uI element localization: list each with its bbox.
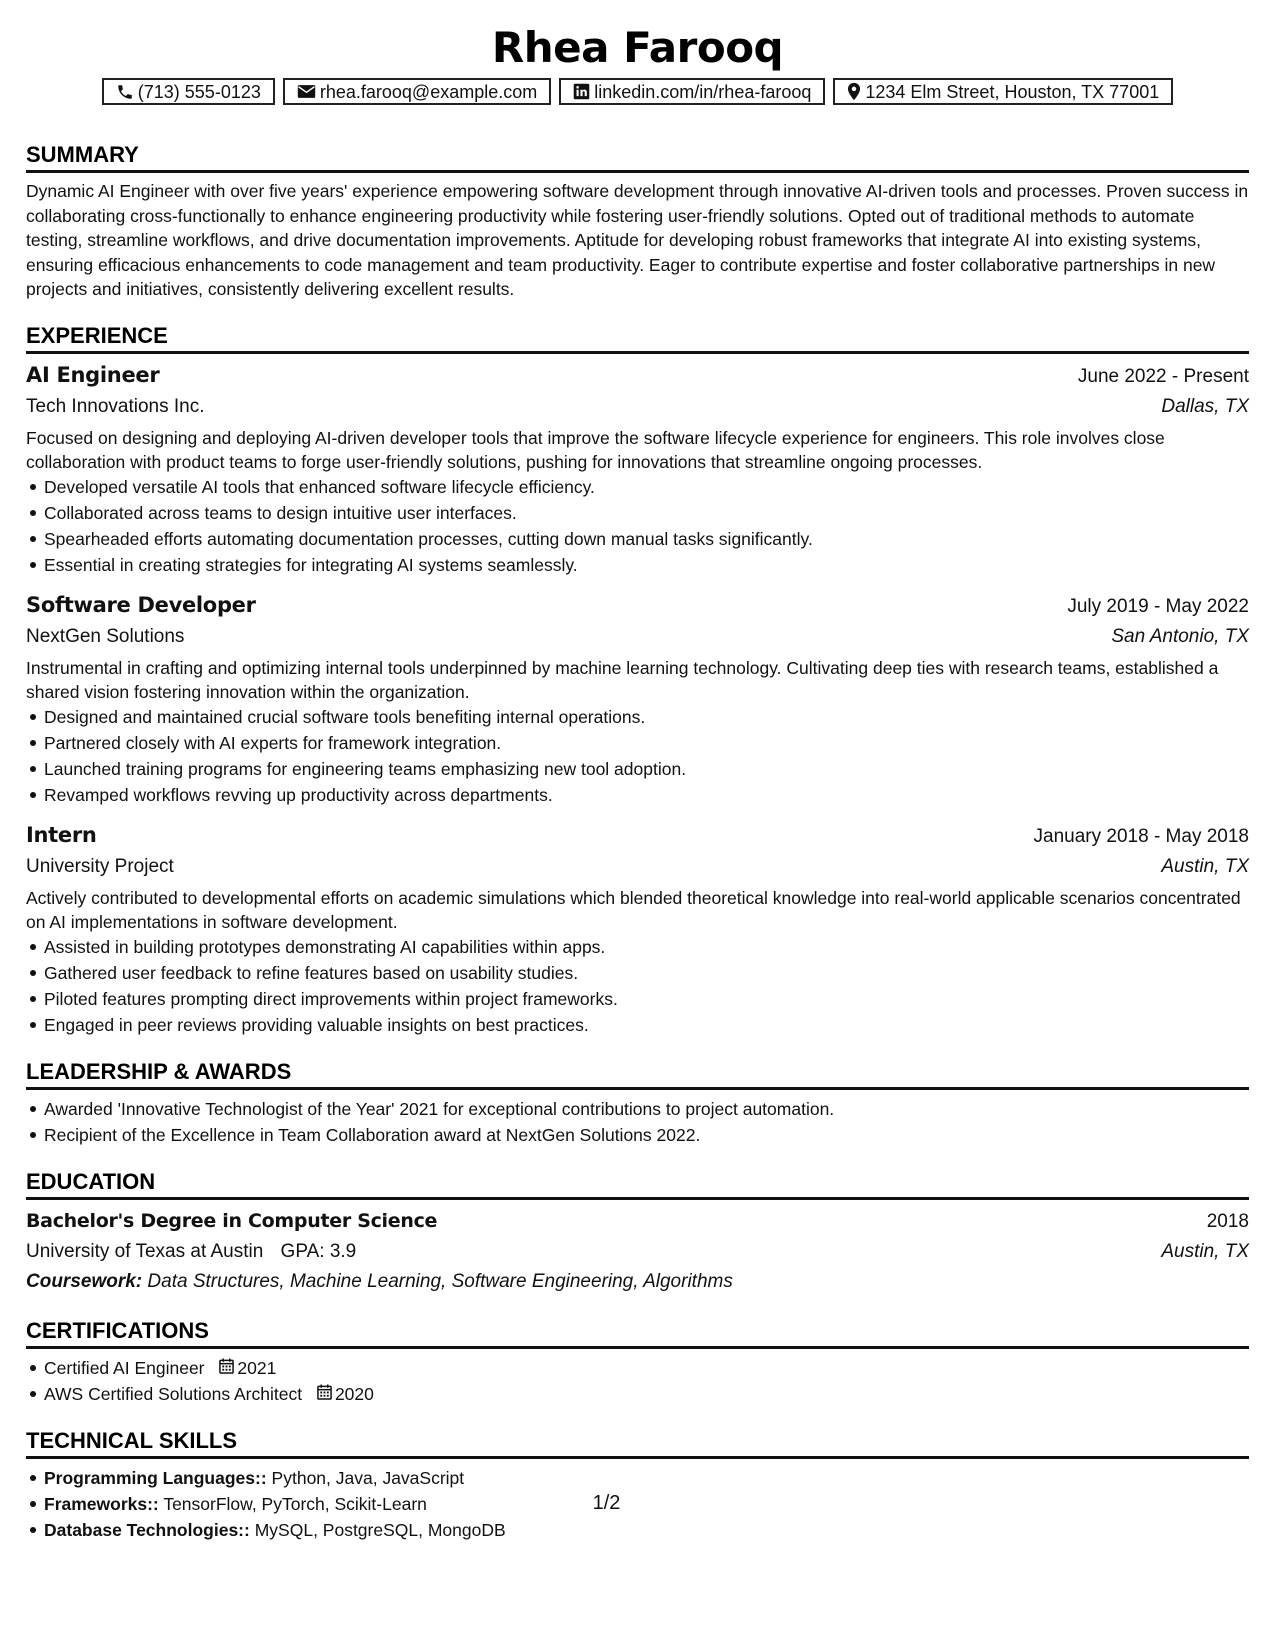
list-item: Designed and maintained crucial software tools benefiting internal operations. xyxy=(44,704,1249,730)
list-item xyxy=(44,1465,1249,1491)
job-bullets xyxy=(26,934,1249,1038)
summary-text: Dynamic AI Engineer with over five years' experience empowering software development through innovative AI-driven tools and processes. Proven success in collaborating cross-functionally to enhance engineering productivity while fostering user-friendly solutions. Opted out of traditional methods to automate testing, streamline workflows, and drive documentation improvements. Aptitude for developing robust frameworks that integrate AI into existing systems, ensuring efficacious enhancements to code management and team productivity. Eager to contribute expertise and foster collaborative partnerships in new projects and initiatives, consistently delivering excellent results. xyxy=(26,181,1249,299)
linkedin-text: linkedin.com/in/rhea-farooq xyxy=(594,81,812,102)
coursework xyxy=(26,1267,1249,1297)
list-item: Engaged in peer reviews providing valuable insights on best practices. xyxy=(44,1012,1249,1038)
section-title-experience: EXPERIENCE xyxy=(26,322,1249,354)
email-text: rhea.farooq@example.com xyxy=(319,81,538,102)
list-item: Gathered user feedback to refine features based on usability studies. xyxy=(44,960,1249,986)
award-list xyxy=(26,1096,1249,1148)
map-marker-icon xyxy=(847,82,861,101)
certification-name: AWS Certified Solutions Architect xyxy=(44,1383,303,1404)
skill-category: Programming Languages:: xyxy=(44,1467,267,1488)
certification-name: Certified AI Engineer xyxy=(44,1357,205,1378)
contact-phone[interactable] xyxy=(102,78,275,105)
section-title-skills: TECHNICAL SKILLS xyxy=(26,1427,1249,1459)
list-item: Essential in creating strategies for integrating AI systems seamlessly. xyxy=(44,552,1249,578)
section-title-education: EDUCATION xyxy=(26,1168,1249,1200)
certification-list xyxy=(26,1355,1249,1407)
section-title-certifications: CERTIFICATIONS xyxy=(26,1317,1249,1349)
skill-category: Database Technologies:: xyxy=(44,1519,250,1540)
linkedin-icon xyxy=(573,83,590,100)
job-description: Instrumental in crafting and optimizing internal tools underpinned by machine learning technology. Cultivating deep ties with research teams, established a shared vision fostering innovation within the organization. xyxy=(26,657,1219,702)
certification-year: 2020 xyxy=(334,1383,374,1404)
list-item: Developed versatile AI tools that enhanced software lifecycle efficiency. xyxy=(44,474,1249,500)
section-title-summary: SUMMARY xyxy=(26,141,1249,173)
phone-text: (713) 555-0123 xyxy=(137,81,261,102)
page-number: 1/2 xyxy=(592,1492,621,1514)
list-item xyxy=(44,1355,1249,1381)
job-dates: July 2019 - May 2022 xyxy=(1067,595,1249,617)
job-company: Tech Innovations Inc. xyxy=(26,395,205,417)
contact-address xyxy=(833,78,1173,105)
summary-section xyxy=(26,141,1249,302)
leadership-section xyxy=(26,1058,1249,1148)
job-description: Focused on designing and deploying AI-driven developer tools that improve the software lifecycle experience for engineers. This role involves close collaboration with product teams to forge user-friendly solutions, pushing for innovations that streamline ongoing processes. xyxy=(26,427,1165,472)
job-title: AI Engineer xyxy=(26,362,160,387)
list-item: Spearheaded efforts automating documentation processes, cutting down manual tasks significantly. xyxy=(44,526,1249,552)
job-description: Actively contributed to developmental efforts on academic simulations which blended theoretical knowledge into real-world applicable scenarios concentrated on AI implementations in software development. xyxy=(26,887,1241,932)
list-item: Collaborated across teams to design intuitive user interfaces. xyxy=(44,500,1249,526)
certification-year: 2021 xyxy=(237,1357,277,1378)
section-title-leadership: LEADERSHIP & AWARDS xyxy=(26,1058,1249,1090)
graduation-year: 2018 xyxy=(1206,1210,1249,1232)
job-bullets xyxy=(26,704,1249,808)
calendar-icon xyxy=(317,1381,332,1407)
contact-email[interactable] xyxy=(283,78,551,105)
coursework-list: Data Structures, Machine Learning, Software Engineering, Algorithms xyxy=(147,1270,733,1292)
list-item: Recipient of the Excellence in Team Collaboration award at NextGen Solutions 2022. xyxy=(44,1122,1249,1148)
list-item xyxy=(44,1517,1249,1543)
school-name: University of Texas at Austin xyxy=(26,1240,264,1262)
certifications-section xyxy=(26,1317,1249,1407)
phone-icon xyxy=(116,83,134,101)
list-item: Revamped workflows revving up productivity across departments. xyxy=(44,782,1249,808)
gpa: GPA: 3.9 xyxy=(280,1240,357,1262)
job-dates: January 2018 - May 2018 xyxy=(1033,825,1249,847)
list-item: Launched training programs for engineering teams emphasizing new tool adoption. xyxy=(44,756,1249,782)
job-entry xyxy=(26,360,1249,578)
address-text: 1234 Elm Street, Houston, TX 77001 xyxy=(865,81,1160,102)
list-item xyxy=(44,1381,1249,1407)
list-item: Partnered closely with AI experts for framework integration. xyxy=(44,730,1249,756)
job-location: Dallas, TX xyxy=(1161,395,1249,417)
job-company: NextGen Solutions xyxy=(26,625,185,647)
job-bullets xyxy=(26,474,1249,578)
candidate-name: Rhea Farooq xyxy=(491,23,784,72)
job-entry xyxy=(26,590,1249,808)
contact-linkedin[interactable] xyxy=(559,78,825,105)
school-location: Austin, TX xyxy=(1161,1240,1249,1262)
job-company: University Project xyxy=(26,855,174,877)
job-dates: June 2022 - Present xyxy=(1077,365,1249,387)
list-item: Assisted in building prototypes demonstrating AI capabilities within apps. xyxy=(44,934,1249,960)
list-item: Awarded 'Innovative Technologist of the Year' 2021 for exceptional contributions to project automation. xyxy=(44,1096,1249,1122)
skill-values: MySQL, PostgreSQL, MongoDB xyxy=(254,1519,506,1540)
skill-values: TensorFlow, PyTorch, Scikit-Learn xyxy=(163,1493,427,1514)
resume-page xyxy=(26,20,1249,1543)
contact-bar xyxy=(26,78,1249,105)
envelope-icon xyxy=(297,84,316,99)
job-title: Intern xyxy=(26,822,97,847)
skill-category: Frameworks:: xyxy=(44,1493,159,1514)
skills-section xyxy=(26,1427,1249,1543)
calendar-icon xyxy=(219,1355,234,1381)
education-section xyxy=(26,1168,1249,1297)
coursework-label: Coursework: xyxy=(26,1270,143,1292)
job-title: Software Developer xyxy=(26,592,256,617)
experience-section xyxy=(26,322,1249,1038)
skill-values: Python, Java, JavaScript xyxy=(271,1467,465,1488)
job-location: San Antonio, TX xyxy=(1111,625,1249,647)
job-location: Austin, TX xyxy=(1161,855,1249,877)
degree-title: Bachelor's Degree in Computer Science xyxy=(26,1209,438,1232)
list-item: Piloted features prompting direct improvements within project frameworks. xyxy=(44,986,1249,1012)
job-entry xyxy=(26,820,1249,1038)
